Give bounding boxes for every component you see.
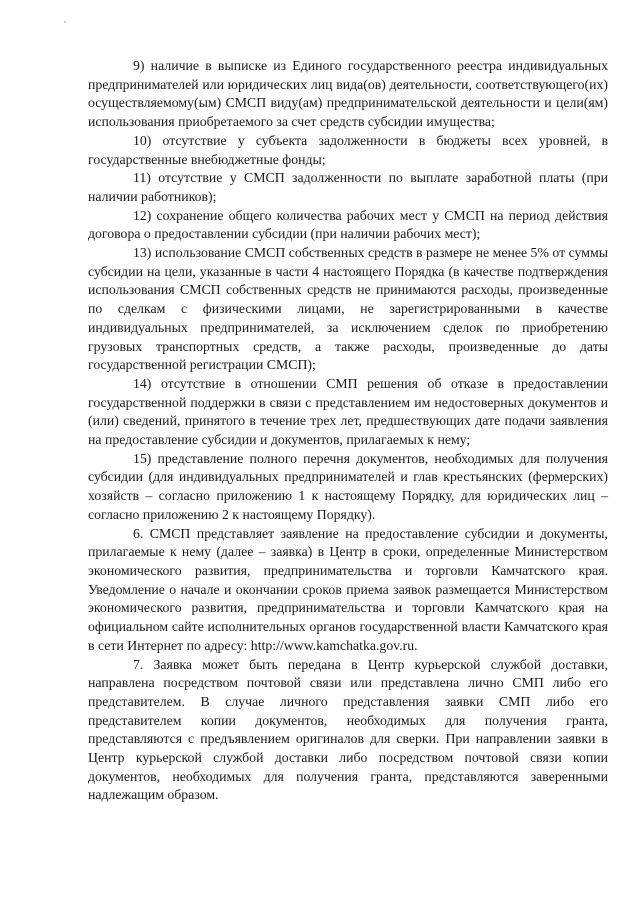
paragraph-item-14: 14) отсутствие в отношении СМП решения об отказе в предоставлении государственной поддержки в связи с представлением им недостоверных документов и (или) сведений, принятого в течение трех лет, предшествующих дате подачи заявления на предоставление субсидии и документов, прилагаемых к нему; [88, 375, 608, 448]
paragraph-item-10: 10) отсутствие у субъекта задолженности в бюджеты всех уровней, в государственные внебюджетные фонды; [88, 132, 608, 167]
paragraph-item-12: 12) сохранение общего количества рабочих мест у СМСП на период действия договора о предоставлении субсидии (при наличии рабочих мест); [88, 207, 608, 242]
paragraph-item-9: 9) наличие в выписке из Единого государственного реестра индивидуальных предпринимателей или юридических лиц вида(ов) деятельности, соответствующего(их) осуществляемому(ым) СМСП виду(ам) предпринимательской деятельности и цели(ям) использования приобретаемого за счет средств субсидии имущества; [88, 58, 608, 130]
paragraph-item-11: 11) отсутствие у СМСП задолженности по выплате заработной платы (при наличии работников); [88, 170, 608, 204]
scan-speck [64, 21, 66, 23]
paragraph-item-15: 15) представление полного перечня документов, необходимых для получения субсидии (для индивидуальных предпринимателей и глав крестьянских (фермерских) хозяйств – согласно приложению 1 к настоящему Порядку, для юридических лиц – согласно приложению 2 к настоящему Порядку). [88, 450, 608, 522]
paragraph-section-7: 7. Заявка может быть передана в Центр курьерской службой доставки, направлена посредством почтовой связи или представлена лично СМП либо его представителем. В случае личного представления заявки СМП либо его представителем копии документов, необходимых для получения гранта, представляются с предъявлением оригиналов для сверки. При направлении заявки в Центр курьерской службой доставки либо посредством почтовой связи копии документов, необходимых для получения гранта, представляются заверенными надлежащим образом. [88, 656, 608, 803]
paragraph-section-6: 6. СМСП представляет заявление на предоставление субсидии и документы, прилагаемые к нему (далее – заявка) в Центр в сроки, определенные Министерством экономического развития, предпринимательства и торговли Камчатского края. Уведомление о начале и окончании сроков приема заявок размещается Министерством экономического развития, предпринимательства и торговли Камчатского края на официальном сайте исполнительных органов государственной власти Камчатского края в сети Интернет по адресу: http://www.kamchatka.gov.ru. [88, 525, 608, 653]
paragraph-item-13: 13) использование СМСП собственных средств в размере не менее 5% от суммы субсидии на цели, указанные в части 4 настоящего Порядка (в качестве подтверждения использования СМСП собственных средств не принимаются расходы, произведенные по сделкам с физическими лицами, не зарегистрированными в качестве индивидуальных предпринимателей, за исключением сделок по приобретению грузовых транспортных средств, а также расходы, произведенные до даты государственной регистрации СМСП); [88, 245, 608, 373]
document-body [88, 57, 608, 805]
